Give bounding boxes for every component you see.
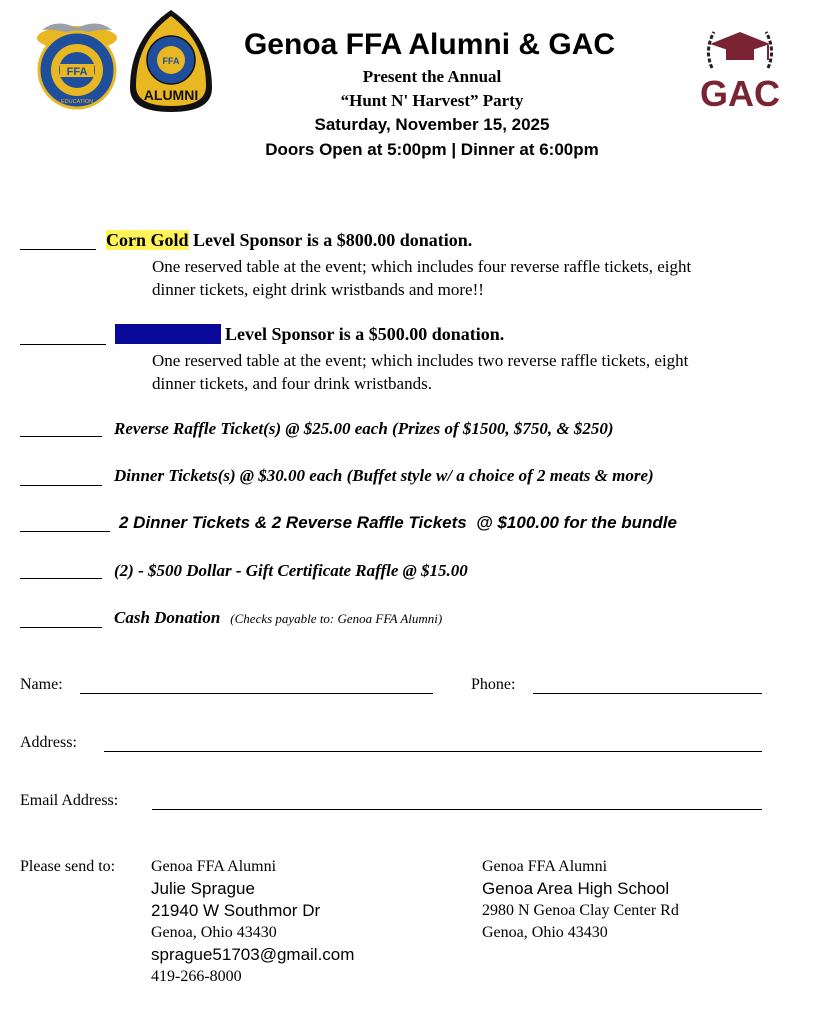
alumni-text: ALUMNI	[143, 87, 199, 103]
sponsor-gold-heading	[106, 229, 472, 251]
send-left-person: Julie Sprague	[151, 879, 255, 898]
phone-label: Phone:	[471, 676, 516, 693]
sponsor-blue-desc-2: dinner tickets, and four drink wristbands.	[152, 374, 432, 393]
send-left-street: 21940 W Southmor Dr	[151, 901, 321, 920]
name-label: Name:	[20, 676, 63, 693]
sponsor-gold-blank[interactable]	[20, 238, 96, 250]
header-line-present: Present the Annual	[362, 67, 502, 86]
event-title: Genoa FFA Alumni & GAC	[243, 28, 616, 61]
bundle-blank[interactable]	[20, 521, 110, 532]
send-right-school: Genoa Area High School	[482, 879, 670, 898]
header-line-party: “Hunt N' Harvest” Party	[340, 91, 524, 110]
sponsor-gold-level: Corn Gold	[106, 230, 189, 250]
name-input[interactable]	[80, 693, 433, 694]
sponsor-blue-blank[interactable]	[20, 333, 106, 345]
send-address-right	[482, 856, 679, 944]
email-input[interactable]	[152, 809, 762, 810]
send-left-email: sprague51703@gmail.com	[151, 945, 355, 964]
send-right-org: Genoa FFA Alumni	[482, 858, 608, 875]
send-left-city: Genoa, Ohio 43430	[151, 924, 277, 941]
ffa-ring-bottom-text: EDUCATION	[61, 99, 93, 105]
cash-donation-row	[114, 607, 442, 630]
dinner-tickets-blank[interactable]	[20, 475, 102, 486]
gift-raffle-blank[interactable]	[20, 568, 102, 579]
sponsor-blue-heading	[115, 323, 504, 345]
ffa-emblem-text: FFA	[66, 66, 88, 78]
bundle-item: 2 Dinner Tickets & 2 Reverse Raffle Tickets @ $100.00 for the bundle	[119, 513, 677, 532]
sponsor-gold-desc-2: dinner tickets, eight drink wristbands and more!!	[152, 280, 484, 299]
send-address-left	[151, 856, 354, 988]
send-left-phone: 419-266-8000	[151, 968, 242, 985]
cash-donation-label: Cash Donation	[114, 608, 221, 627]
sponsor-blue-level: National Blue	[115, 324, 221, 344]
gac-logo-text: GAC	[700, 73, 780, 114]
email-label: Email Address:	[20, 792, 119, 809]
cash-donation-blank[interactable]	[20, 617, 102, 628]
sponsor-gold-label: Level Sponsor is a $800.00 donation.	[188, 230, 473, 250]
sponsor-gold-desc-1: One reserved table at the event; which includes four reverse raffle tickets, eight	[152, 257, 692, 276]
reverse-raffle-blank[interactable]	[20, 426, 102, 437]
ffa-ring-top-text: AGRICULTURE	[57, 39, 97, 45]
sponsor-blue-desc-1: One reserved table at the event; which includes two reverse raffle tickets, eight	[152, 351, 689, 370]
address-input[interactable]	[104, 751, 762, 752]
send-right-street: 2980 N Genoa Clay Center Rd	[482, 902, 679, 919]
header-line-times: Doors Open at 5:00pm | Dinner at 6:00pm	[265, 140, 599, 159]
send-left-org: Genoa FFA Alumni	[151, 858, 277, 875]
alumni-inner-text: FFA	[162, 56, 180, 66]
checks-payable-note: (Checks payable to: Genoa FFA Alumni)	[230, 611, 443, 626]
header-line-date: Saturday, November 15, 2025	[314, 115, 550, 134]
phone-input[interactable]	[533, 693, 762, 694]
address-label: Address:	[20, 734, 77, 751]
send-right-city: Genoa, Ohio 43430	[482, 924, 608, 941]
sponsor-blue-label: Level Sponsor is a $500.00 donation.	[220, 324, 505, 344]
gift-raffle-item: (2) - $500 Dollar - Gift Certificate Raffle @ $15.00	[114, 561, 468, 580]
reverse-raffle-item: Reverse Raffle Ticket(s) @ $25.00 each (Prizes of $1500, $750, & $250)	[114, 419, 614, 438]
dinner-tickets-item: Dinner Tickets(s) @ $30.00 each (Buffet style w/ a choice of 2 meats & more)	[114, 466, 654, 485]
please-send-label: Please send to:	[20, 858, 116, 875]
